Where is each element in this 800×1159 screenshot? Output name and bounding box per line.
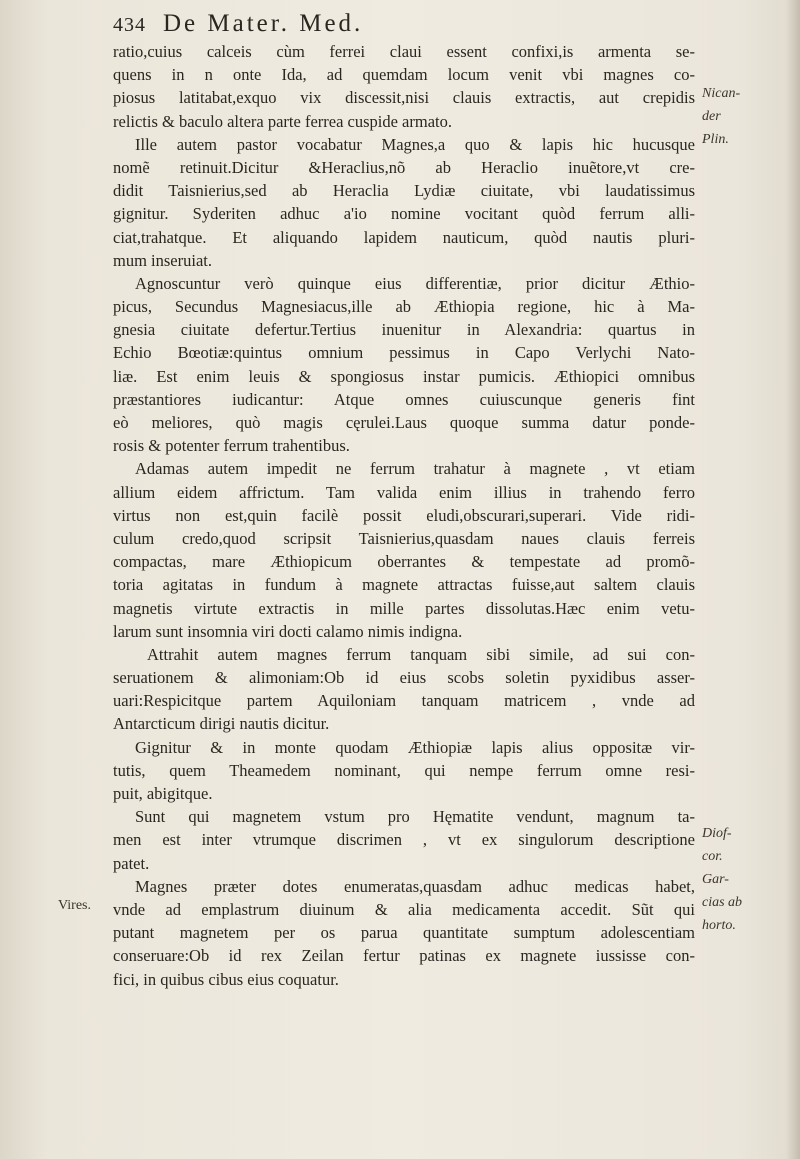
text-line: patet.	[113, 853, 150, 873]
text-line: compactas, mare Æthiopicum oberrantes & tempestate ad promõ-	[113, 552, 695, 572]
text-line: Agnoscuntur verò quinque eius differentiæ, prior dicitur Æthio-	[135, 273, 695, 293]
margin-note-dioscorides-2: cor.	[702, 849, 723, 864]
text-line: men est inter vtrumque discrimen , vt ex singulorum descriptione	[113, 830, 695, 850]
text-line: toria agitatas in fundum à magnete attractas fuisse,aut saltem clauis	[113, 575, 695, 595]
text-line: piosus latitabat,exquo vix discessit,nisi clauis extractis, aut crepidis	[113, 88, 695, 108]
text-line: ciat,trahatque. Et aliquando lapidem nauticum, quòd nautis pluri-	[113, 227, 695, 247]
text-line: larum sunt insomnia viri docti calamo nimis indigna.	[113, 621, 463, 641]
text-line: eò meliores, quò magis cęrulei.Laus quoque summa datur ponde-	[113, 413, 695, 432]
margin-note-garcias-2: cias ab	[702, 895, 743, 910]
text-line: fici, in quibus cibus eius coquatur.	[113, 969, 339, 989]
text-line: putant magnetem per os parua quantitate sumptum adolescentiam	[113, 923, 695, 943]
text-line: picus, Secundus Magnesiacus,ille ab Æthiopia regione, hic à Ma-	[113, 297, 695, 317]
text-line: Gignitur & in monte quodam Æthiopiæ lapis alius oppositæ vir-	[135, 737, 695, 757]
body-text	[113, 40, 695, 991]
text-line: culum credo,quod scripsit Taisnierius,quasdam naues clauis ferreis	[113, 528, 695, 548]
text-line: Ille autem pastor vocabatur Magnes,a quo & lapis hic hucusque	[135, 134, 695, 154]
page-edge-shadow	[786, 0, 800, 1159]
text-line: puit, abigitque.	[113, 784, 213, 803]
margin-note-nicander-2: der	[702, 109, 721, 124]
text-line: ratio,cuius calceis cùm ferrei claui essent confixi,is armenta se-	[113, 42, 695, 61]
text-line: gnesia ciuitate defertur.Tertius inuenitur in Alexandria: quartus in	[113, 320, 695, 340]
text-line: mum inseruiat.	[113, 250, 212, 270]
margin-note-garcias-1: Gar-	[702, 872, 729, 887]
text-line: seruationem & alimoniam:Ob id eius scobs soletin pyxidibus asser-	[113, 668, 695, 688]
page-header	[113, 12, 693, 38]
text-line: tutis, quem Theamedem nominant, qui nempe ferrum omne resi-	[113, 760, 695, 780]
text-line: vnde ad emplastrum diuinum & alia medicamenta accedit. Sũt qui	[113, 899, 695, 919]
margin-note-plinius: Plin.	[702, 132, 729, 147]
text-line: præstantiores iudicantur: Atque omnes cuiuscunque generis fint	[113, 389, 695, 409]
text-line: gignitur. Syderiten adhuc a'io nomine vocitant quòd ferrum alli-	[113, 204, 695, 224]
margin-note-dioscorides-1: Diof-	[702, 826, 732, 841]
text-line: Attrahit autem magnes ferrum tanquam sibi simile, ad sui con-	[147, 644, 695, 664]
text-line: relictis & baculo altera parte ferrea cuspide armato.	[113, 111, 452, 131]
margin-note-vires: Vires.	[58, 898, 91, 913]
margin-note-garcias-3: horto.	[702, 918, 736, 933]
text-line: Echio Bœotiæ:quintus omnium pessimus in Capo Verlychi Nato-	[113, 343, 695, 363]
text-line: Adamas autem impedit ne ferrum trahatur à magnete , vt etiam	[135, 459, 695, 479]
text-line: virtus non est,quin facilè possit eludi,obscurari,superari. Vide ridi-	[113, 505, 695, 525]
text-line: Antarcticum dirigi nautis dicitur.	[113, 714, 330, 734]
text-line: magnetis virtute extractis in mille partes dissolutas.Hæc enim vetu-	[113, 598, 695, 618]
text-line: Sunt qui magnetem vstum pro Hęmatite vendunt, magnum ta-	[135, 807, 695, 827]
text-line: quens in n onte Ida, ad quemdam locum venit vbi magnes co-	[113, 65, 695, 85]
running-title: De Mater. Med.	[163, 10, 364, 37]
text-line: nomẽ retinuit.Dicitur &Heraclius,nõ ab Heraclio inuẽtore,vt cre-	[113, 157, 695, 177]
text-line: liæ. Est enim leuis & spongiosus instar pumicis. Æthiopici omnibus	[113, 366, 695, 386]
text-line: allium eidem affrictum. Tam valida enim illius in trahendo ferro	[113, 482, 695, 502]
text-line: didit Taisnierius,sed ab Heraclia Lydiæ ciuitate, vbi laudatissimus	[113, 181, 695, 201]
text-line: Magnes præter dotes enumeratas,quasdam adhuc medicas habet,	[135, 876, 695, 896]
text-line: uari:Respicitque partem Aquiloniam tanquam matricem , vnde ad	[113, 691, 695, 711]
margin-note-nicander-1: Nican-	[702, 86, 741, 101]
text-line: rosis & potenter ferrum trahentibus.	[113, 436, 350, 456]
page-number: 434	[113, 14, 146, 36]
text-line: conseruare:Ob id rex Zeilan fertur patinas ex magnete iussisse con-	[113, 946, 695, 966]
